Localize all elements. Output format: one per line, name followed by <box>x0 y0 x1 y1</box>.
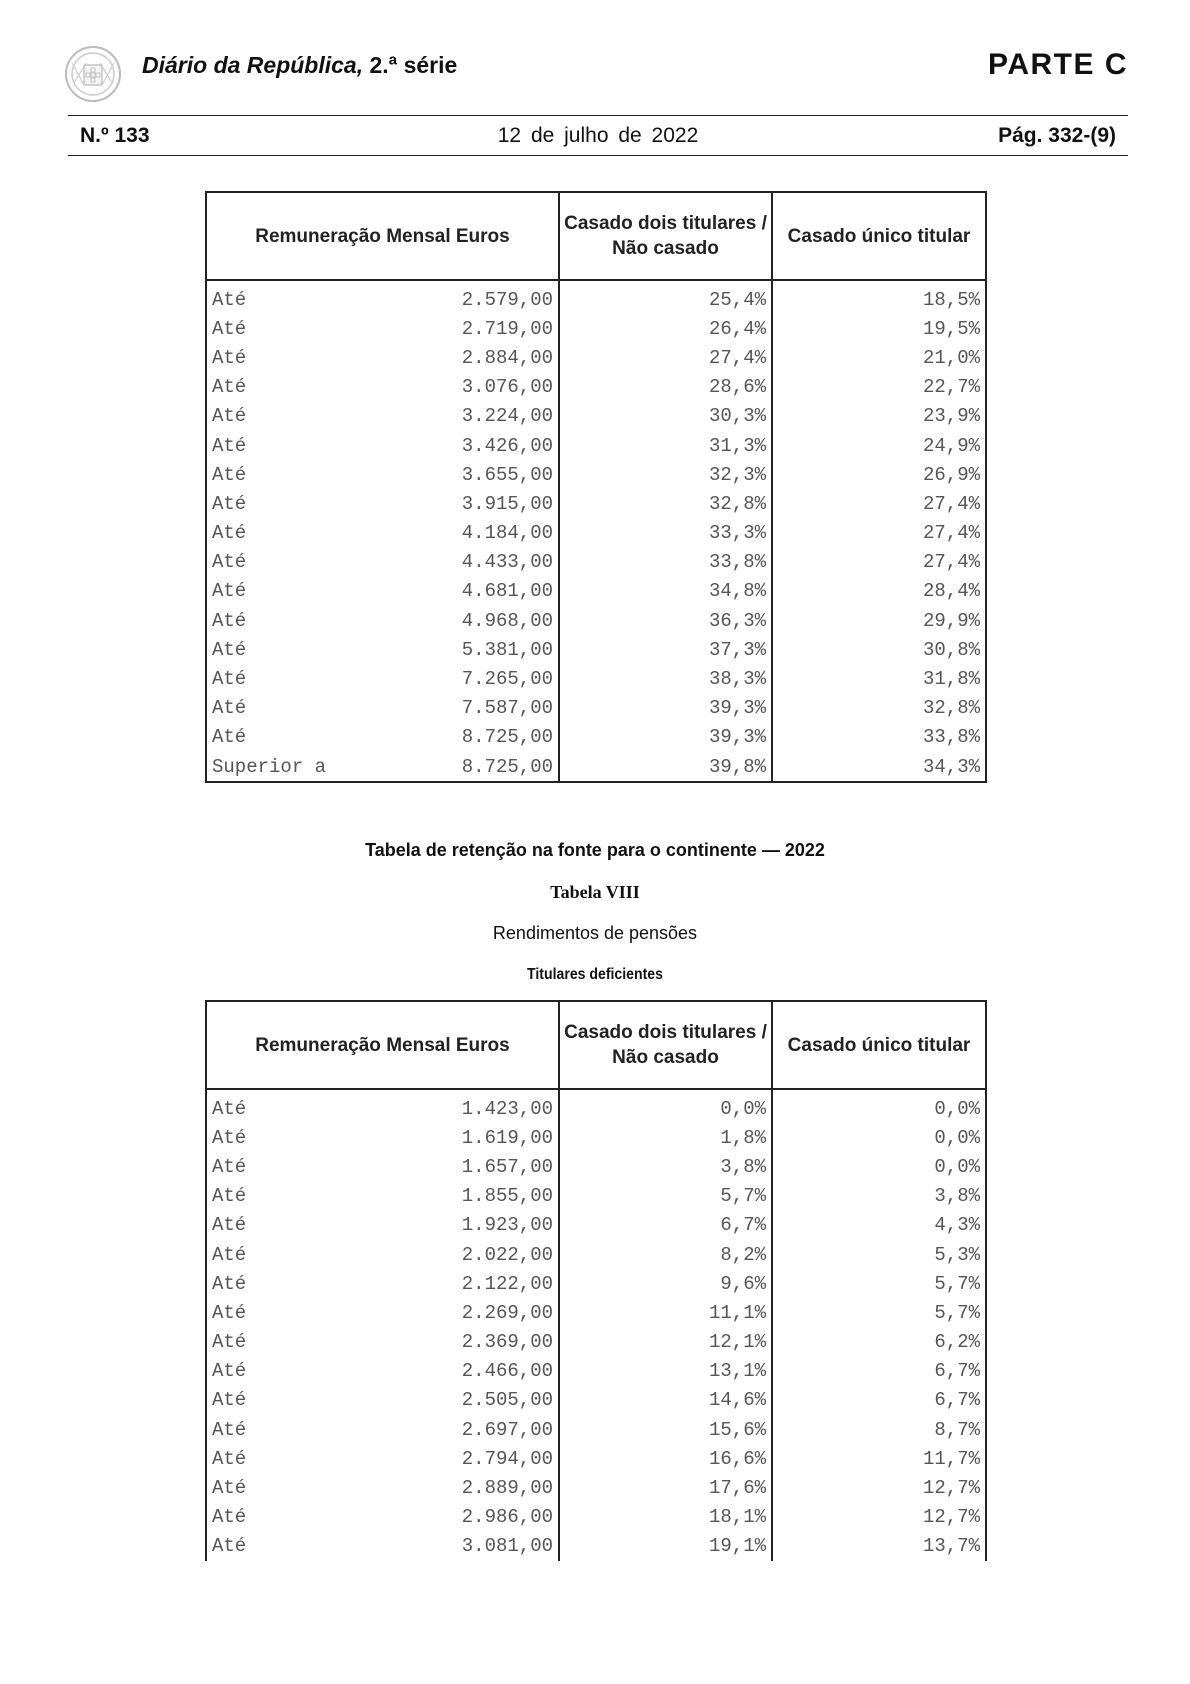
bracket-label: Até <box>212 463 247 486</box>
rate-married-single-holder: 0,0% <box>772 1089 986 1123</box>
table-name: Tabela VIII <box>550 882 640 902</box>
rate-married-two-holders: 33,3% <box>559 519 772 548</box>
table-row <box>206 519 986 548</box>
remuneration-cell <box>206 723 559 752</box>
bracket-amount: 3.915,00 <box>461 492 553 515</box>
table-row <box>206 280 986 314</box>
rate-married-single-holder: 33,8% <box>772 723 986 752</box>
bracket-label: Até <box>212 1418 247 1441</box>
rate-married-single-holder: 23,9% <box>772 402 986 431</box>
rate-married-single-holder: 4,3% <box>772 1211 986 1240</box>
table-row <box>206 343 986 372</box>
table-row <box>206 460 986 489</box>
rate-married-two-holders: 39,3% <box>559 694 772 723</box>
remuneration-cell <box>206 1357 559 1386</box>
rate-married-two-holders: 25,4% <box>559 280 772 314</box>
bracket-amount: 1.855,00 <box>461 1185 553 1208</box>
bracket-label: Até <box>212 1243 247 1266</box>
bracket-label: Até <box>212 1506 247 1529</box>
table-row <box>206 402 986 431</box>
bracket-amount: 1.423,00 <box>461 1097 553 1120</box>
column-header-married-single-holder: Casado único titular <box>772 1001 986 1089</box>
table-row <box>206 1123 986 1152</box>
bracket-amount: 1.619,00 <box>461 1126 553 1149</box>
section-title: Tabela de retenção na fonte para o continente — 2022 <box>365 840 825 860</box>
rate-married-two-holders: 8,2% <box>559 1240 772 1269</box>
rate-married-two-holders: 39,3% <box>559 723 772 752</box>
bracket-label: Superior a <box>212 755 327 778</box>
remuneration-cell <box>206 664 559 693</box>
section-category: Titulares deficientes <box>527 966 663 983</box>
rate-married-two-holders: 32,3% <box>559 460 772 489</box>
rate-married-single-holder: 24,9% <box>772 431 986 460</box>
bracket-label: Até <box>212 434 247 457</box>
withholding-table-viii <box>205 1000 987 1561</box>
rate-married-single-holder: 27,4% <box>772 548 986 577</box>
bracket-label: Até <box>212 317 247 340</box>
bracket-amount: 2.505,00 <box>461 1389 553 1412</box>
bracket-amount: 5.381,00 <box>461 638 553 661</box>
rate-married-single-holder: 5,7% <box>772 1298 986 1327</box>
rate-married-two-holders: 3,8% <box>559 1152 772 1181</box>
bracket-amount: 7.587,00 <box>461 697 553 720</box>
bracket-amount: 3.655,00 <box>461 463 553 486</box>
journal-title <box>142 52 457 79</box>
bracket-label: Até <box>212 1477 247 1500</box>
rate-married-two-holders: 27,4% <box>559 343 772 372</box>
table-row <box>206 635 986 664</box>
column-header-remuneration: Remuneração Mensal Euros <box>206 1001 559 1089</box>
column-header-remuneration: Remuneração Mensal Euros <box>206 192 559 280</box>
rate-married-single-holder: 6,2% <box>772 1328 986 1357</box>
rate-married-single-holder: 0,0% <box>772 1152 986 1181</box>
remuneration-cell <box>206 606 559 635</box>
table-row <box>206 606 986 635</box>
rate-married-two-holders: 26,4% <box>559 314 772 343</box>
remuneration-cell <box>206 373 559 402</box>
table-body <box>206 1089 986 1561</box>
remuneration-cell <box>206 343 559 372</box>
table-row <box>206 548 986 577</box>
bracket-label: Até <box>212 522 247 545</box>
bracket-label: Até <box>212 1301 247 1324</box>
rate-married-single-holder: 27,4% <box>772 489 986 518</box>
rate-married-two-holders: 17,6% <box>559 1473 772 1502</box>
rate-married-single-holder: 6,7% <box>772 1357 986 1386</box>
table-body <box>206 280 986 782</box>
bracket-label: Até <box>212 697 247 720</box>
remuneration-cell <box>206 694 559 723</box>
rate-married-two-holders: 32,8% <box>559 489 772 518</box>
rate-married-two-holders: 0,0% <box>559 1089 772 1123</box>
remuneration-cell <box>206 1211 559 1240</box>
table-row <box>206 1182 986 1211</box>
rate-married-two-holders: 15,6% <box>559 1415 772 1444</box>
remuneration-cell <box>206 1152 559 1181</box>
header-rule-top <box>68 115 1128 116</box>
table-row <box>206 1532 986 1561</box>
rate-married-single-holder: 32,8% <box>772 694 986 723</box>
rate-married-single-holder: 18,5% <box>772 280 986 314</box>
rate-married-single-holder: 21,0% <box>772 343 986 372</box>
remuneration-cell <box>206 314 559 343</box>
table-row <box>206 723 986 752</box>
rate-married-two-holders: 11,1% <box>559 1298 772 1327</box>
table-row <box>206 1152 986 1181</box>
column-header-married-two-holders: Casado dois titulares / Não casado <box>559 1001 772 1089</box>
table-row <box>206 1473 986 1502</box>
bracket-amount: 2.889,00 <box>461 1477 553 1500</box>
table-row <box>206 1386 986 1415</box>
rate-married-single-holder: 29,9% <box>772 606 986 635</box>
header-rule-bottom <box>68 155 1128 156</box>
remuneration-cell <box>206 1182 559 1211</box>
issue-date: 12 de julho de 2022 <box>497 124 699 147</box>
bracket-label: Até <box>212 1097 247 1120</box>
bracket-amount: 2.579,00 <box>461 288 553 311</box>
remuneration-cell <box>206 1240 559 1269</box>
remuneration-cell <box>206 1123 559 1152</box>
rate-married-two-holders: 18,1% <box>559 1503 772 1532</box>
table-row <box>206 1357 986 1386</box>
rate-married-single-holder: 22,7% <box>772 373 986 402</box>
rate-married-single-holder: 3,8% <box>772 1182 986 1211</box>
bracket-amount: 3.224,00 <box>461 405 553 428</box>
bracket-amount: 2.794,00 <box>461 1447 553 1470</box>
remuneration-cell <box>206 577 559 606</box>
bracket-amount: 2.697,00 <box>461 1418 553 1441</box>
table-row <box>206 1211 986 1240</box>
rate-married-two-holders: 37,3% <box>559 635 772 664</box>
rate-married-single-holder: 31,8% <box>772 664 986 693</box>
table-row <box>206 1089 986 1123</box>
bracket-label: Até <box>212 1126 247 1149</box>
remuneration-cell <box>206 1089 559 1123</box>
rate-married-single-holder: 5,7% <box>772 1269 986 1298</box>
remuneration-cell <box>206 548 559 577</box>
bracket-label: Até <box>212 580 247 603</box>
rate-married-single-holder: 12,7% <box>772 1473 986 1502</box>
table-row <box>206 373 986 402</box>
bracket-label: Até <box>212 1447 247 1470</box>
rate-married-two-holders: 13,1% <box>559 1357 772 1386</box>
table-row <box>206 431 986 460</box>
remuneration-cell <box>206 635 559 664</box>
rate-married-two-holders: 33,8% <box>559 548 772 577</box>
bracket-amount: 3.076,00 <box>461 376 553 399</box>
table-row <box>206 1269 986 1298</box>
remuneration-cell <box>206 1473 559 1502</box>
table-row <box>206 1503 986 1532</box>
remuneration-cell <box>206 1298 559 1327</box>
rate-married-single-holder: 19,5% <box>772 314 986 343</box>
table-row <box>206 1328 986 1357</box>
rate-married-two-holders: 34,8% <box>559 577 772 606</box>
bracket-amount: 3.081,00 <box>461 1535 553 1558</box>
bracket-label: Até <box>212 405 247 428</box>
remuneration-cell <box>206 431 559 460</box>
table-row <box>206 577 986 606</box>
bracket-label: Até <box>212 346 247 369</box>
rate-married-single-holder: 34,3% <box>772 752 986 782</box>
page-number: Pág. 332-(9) <box>998 124 1116 147</box>
part-label: PARTE C <box>988 48 1128 81</box>
remuneration-cell <box>206 1503 559 1532</box>
table-row <box>206 489 986 518</box>
rate-married-two-holders: 19,1% <box>559 1532 772 1561</box>
rate-married-two-holders: 39,8% <box>559 752 772 782</box>
bracket-amount: 4.433,00 <box>461 551 553 574</box>
remuneration-cell <box>206 1328 559 1357</box>
bracket-amount: 2.122,00 <box>461 1272 553 1295</box>
rate-married-two-holders: 9,6% <box>559 1269 772 1298</box>
remuneration-cell <box>206 280 559 314</box>
section-subtitle: Rendimentos de pensões <box>492 923 698 943</box>
journal-name: Diário da República, <box>142 52 364 78</box>
bracket-label: Até <box>212 1535 247 1558</box>
table-row <box>206 1298 986 1327</box>
column-header-married-two-holders: Casado dois titulares / Não casado <box>559 192 772 280</box>
rate-married-single-holder: 26,9% <box>772 460 986 489</box>
bracket-amount: 2.884,00 <box>461 346 553 369</box>
bracket-label: Até <box>212 726 247 749</box>
column-header-married-single-holder: Casado único titular <box>772 192 986 280</box>
bracket-label: Até <box>212 1185 247 1208</box>
rate-married-single-holder: 13,7% <box>772 1532 986 1561</box>
table-row <box>206 314 986 343</box>
bracket-label: Até <box>212 1331 247 1354</box>
bracket-label: Até <box>212 376 247 399</box>
table-row <box>206 752 986 782</box>
bracket-amount: 1.657,00 <box>461 1155 553 1178</box>
rate-married-two-holders: 1,8% <box>559 1123 772 1152</box>
bracket-amount: 8.725,00 <box>461 755 553 778</box>
rate-married-single-holder: 28,4% <box>772 577 986 606</box>
bracket-amount: 2.022,00 <box>461 1243 553 1266</box>
bracket-label: Até <box>212 1272 247 1295</box>
rate-married-two-holders: 16,6% <box>559 1444 772 1473</box>
rate-married-two-holders: 5,7% <box>559 1182 772 1211</box>
remuneration-cell <box>206 460 559 489</box>
rate-married-two-holders: 6,7% <box>559 1211 772 1240</box>
portuguese-coat-of-arms-icon <box>64 45 122 103</box>
bracket-label: Até <box>212 288 247 311</box>
bracket-amount: 4.681,00 <box>461 580 553 603</box>
rate-married-two-holders: 12,1% <box>559 1328 772 1357</box>
withholding-table-continued <box>205 191 987 783</box>
bracket-label: Até <box>212 1214 247 1237</box>
bracket-label: Até <box>212 551 247 574</box>
rate-married-single-holder: 11,7% <box>772 1444 986 1473</box>
bracket-label: Até <box>212 1389 247 1412</box>
bracket-label: Até <box>212 1155 247 1178</box>
rate-married-two-holders: 28,6% <box>559 373 772 402</box>
rate-married-single-holder: 12,7% <box>772 1503 986 1532</box>
bracket-amount: 4.968,00 <box>461 609 553 632</box>
rate-married-single-holder: 6,7% <box>772 1386 986 1415</box>
remuneration-cell <box>206 1444 559 1473</box>
bracket-amount: 2.269,00 <box>461 1301 553 1324</box>
rate-married-two-holders: 38,3% <box>559 664 772 693</box>
rate-married-two-holders: 14,6% <box>559 1386 772 1415</box>
rate-married-two-holders: 30,3% <box>559 402 772 431</box>
table-row <box>206 1415 986 1444</box>
journal-series: 2.ª série <box>363 52 458 78</box>
remuneration-cell <box>206 1269 559 1298</box>
remuneration-cell <box>206 519 559 548</box>
rate-married-single-holder: 27,4% <box>772 519 986 548</box>
remuneration-cell <box>206 1532 559 1561</box>
table-row <box>206 664 986 693</box>
bracket-amount: 2.986,00 <box>461 1506 553 1529</box>
table-row <box>206 1444 986 1473</box>
bracket-amount: 2.466,00 <box>461 1360 553 1383</box>
remuneration-cell <box>206 1386 559 1415</box>
rate-married-single-holder: 8,7% <box>772 1415 986 1444</box>
remuneration-cell <box>206 752 559 782</box>
remuneration-cell <box>206 402 559 431</box>
rate-married-single-holder: 5,3% <box>772 1240 986 1269</box>
bracket-amount: 7.265,00 <box>461 668 553 691</box>
rate-married-single-holder: 0,0% <box>772 1123 986 1152</box>
bracket-amount: 8.725,00 <box>461 726 553 749</box>
issue-row <box>68 124 1128 152</box>
bracket-amount: 1.923,00 <box>461 1214 553 1237</box>
rate-married-single-holder: 30,8% <box>772 635 986 664</box>
bracket-label: Até <box>212 668 247 691</box>
bracket-amount: 4.184,00 <box>461 522 553 545</box>
remuneration-cell <box>206 489 559 518</box>
bracket-label: Até <box>212 1360 247 1383</box>
bracket-amount: 2.369,00 <box>461 1331 553 1354</box>
rate-married-two-holders: 36,3% <box>559 606 772 635</box>
bracket-amount: 3.426,00 <box>461 434 553 457</box>
remuneration-cell <box>206 1415 559 1444</box>
bracket-amount: 2.719,00 <box>461 317 553 340</box>
table-row <box>206 1240 986 1269</box>
bracket-label: Até <box>212 638 247 661</box>
issue-number: N.º 133 <box>80 124 150 147</box>
bracket-label: Até <box>212 609 247 632</box>
bracket-label: Até <box>212 492 247 515</box>
table-row <box>206 694 986 723</box>
rate-married-two-holders: 31,3% <box>559 431 772 460</box>
